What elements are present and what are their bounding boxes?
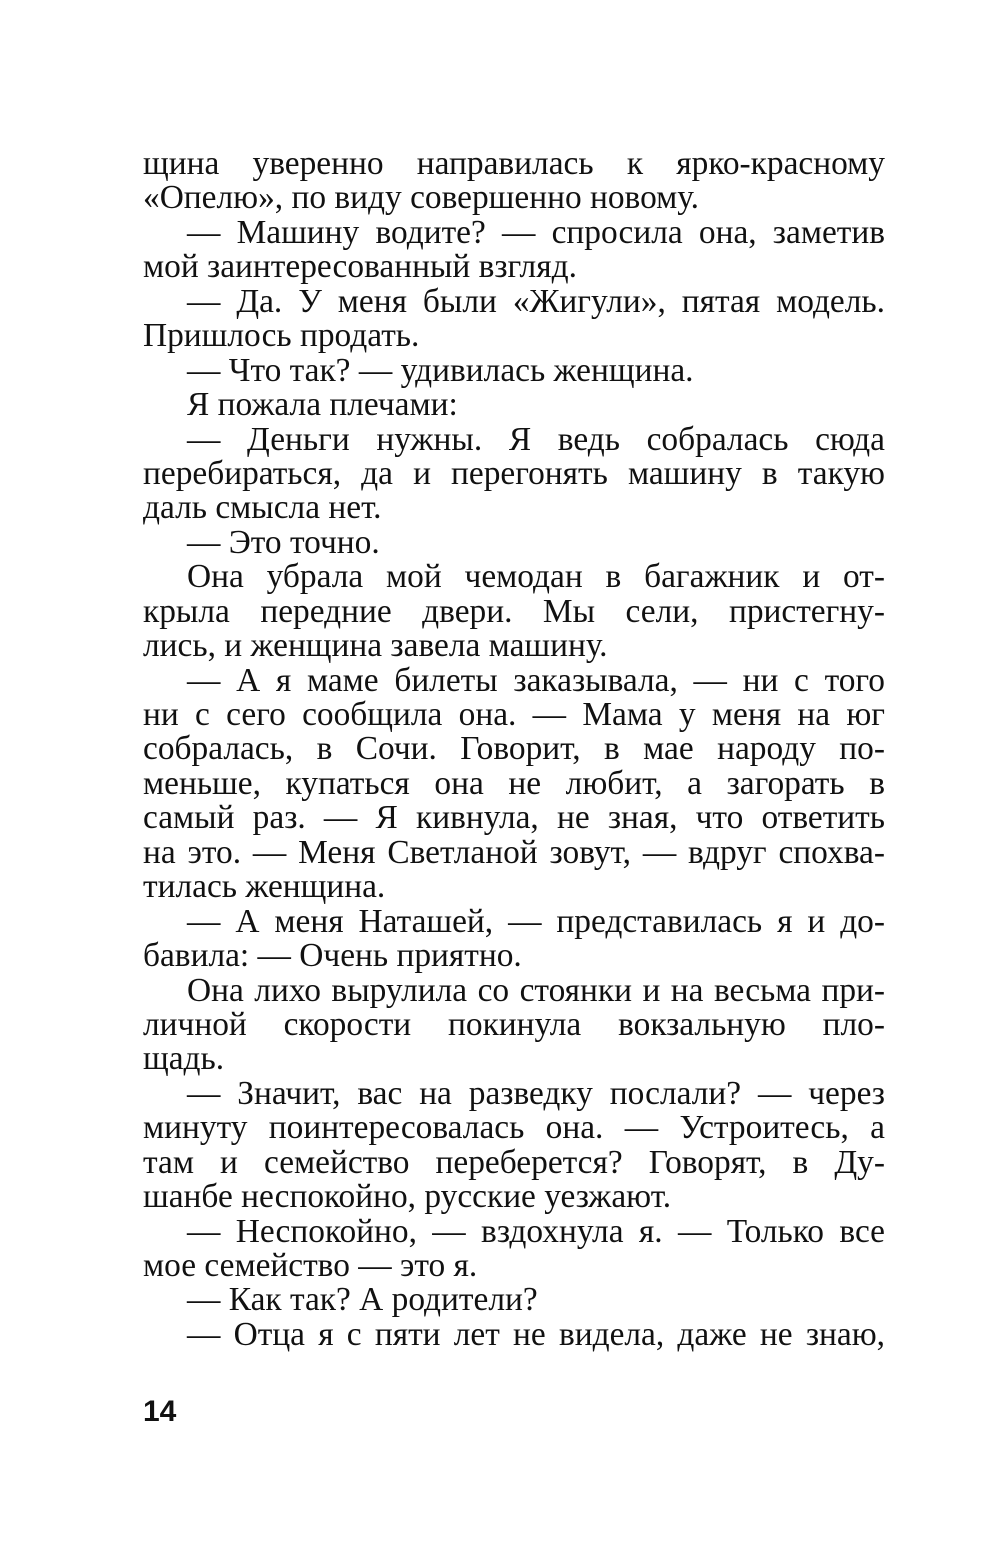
text-line: личной скорости покинула вокзальную пло-: [143, 1005, 885, 1043]
text-line: меньше, купаться она не любит, а загорать в: [143, 764, 885, 802]
text-line: бавила: — Очень приятно.: [143, 937, 522, 975]
text-line: шанбе неспокойно, русские уезжают.: [143, 1178, 672, 1216]
text-line: даль смысла нет.: [143, 489, 382, 527]
text-line: Она лихо вырулила со стоянки и на весьма при-: [187, 971, 885, 1009]
text-line: самый раз. — Я кивнула, не зная, что ответить: [143, 799, 885, 837]
text-line: щина уверенно направилась к ярко-красному: [143, 145, 885, 182]
text-line: мое семейство — это я.: [143, 1247, 478, 1284]
text-line: ни с сего сообщила она. — Мама у меня на юг: [143, 696, 885, 733]
text-line: там и семейство переберется? Говорят, в Ду-: [143, 1143, 885, 1181]
text-line: — Неспокойно, — вздохнула я. — Только все: [187, 1212, 885, 1250]
text-line: тилась женщина.: [143, 868, 386, 906]
body-text: [143, 147, 885, 1352]
text-line: — Что так? — удивилась женщина.: [187, 351, 694, 389]
text-line: перебираться, да и перегонять машину в такую: [143, 454, 885, 492]
text-line: минуту поинтересовалась она. — Устроитесь, а: [143, 1109, 885, 1147]
text-line: щадь.: [143, 1040, 225, 1078]
text-line: — Значит, вас на разведку послали? — через: [187, 1074, 885, 1112]
text-line: — Да. У меня были «Жигули», пятая модель.: [187, 282, 885, 320]
text-line: крыла передние двери. Мы сели, пристегну-: [143, 592, 885, 630]
text-line: собралась, в Сочи. Говорит, в мае народу по-: [143, 730, 885, 768]
text-line: — А я маме билеты заказывала, — ни с того: [187, 661, 885, 699]
text-line: Она убрала мой чемодан в багажник и от-: [187, 558, 885, 596]
page-number: 14: [143, 1395, 177, 1428]
text-line: — Деньги нужны. Я ведь собралась сюда: [187, 420, 885, 458]
text-line: — Это точно.: [187, 523, 380, 561]
text-line: мой заинтересованный взгляд.: [143, 248, 577, 286]
text-line: — Отца я с пяти лет не видела, даже не знаю,: [187, 1315, 885, 1353]
text-line: «Опелю», по виду совершенно новому.: [143, 179, 699, 217]
text-line: — А меня Наташей, — представилась я и до-: [187, 902, 885, 940]
text-line: — Как так? А родители?: [187, 1281, 538, 1319]
text-line: на это. — Меня Светланой зовут, — вдруг спохва-: [143, 833, 885, 871]
text-line: Пришлось продать.: [143, 317, 420, 355]
text-line: Я пожала плечами:: [187, 386, 458, 424]
text-line: — Машину водите? — спросила она, заметив: [187, 213, 885, 251]
text-line: лись, и женщина завела машину.: [143, 627, 608, 665]
